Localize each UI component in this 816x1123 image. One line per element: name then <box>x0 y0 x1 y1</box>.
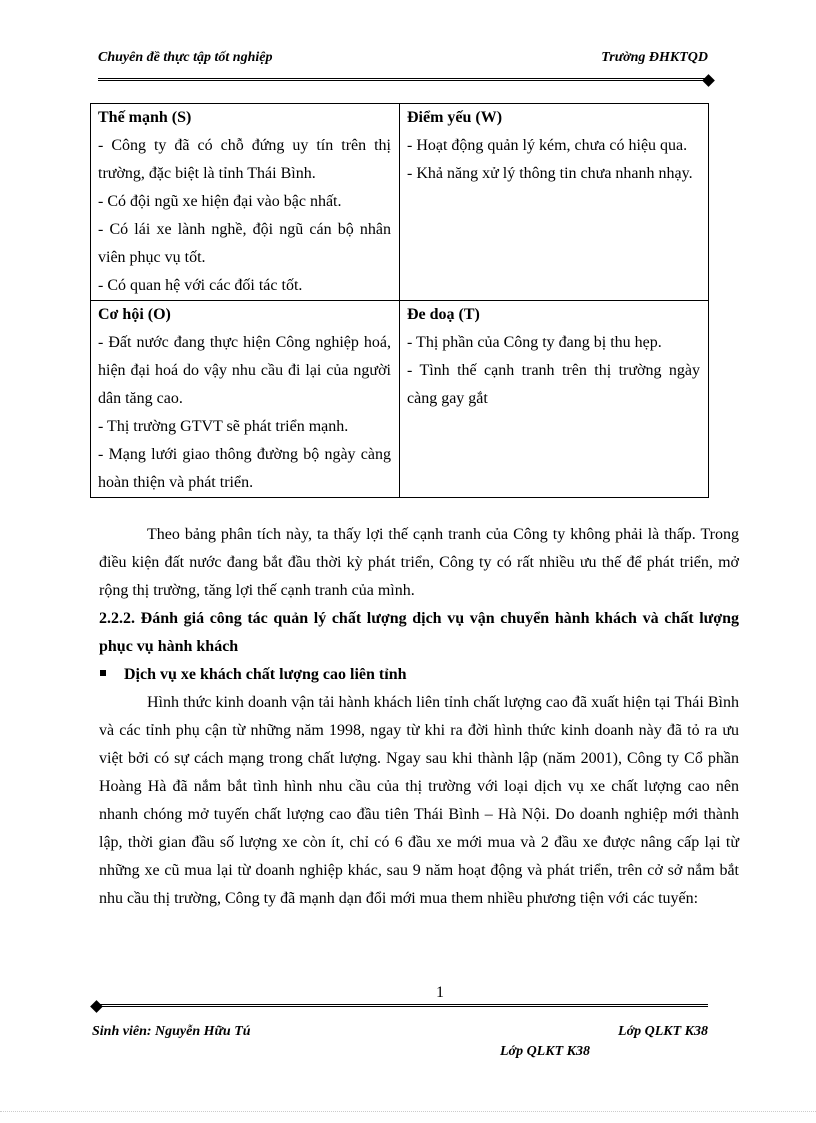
bullet-heading <box>100 661 407 689</box>
strengths-item: - Có quan hệ với các đối tác tốt. <box>98 277 303 294</box>
weaknesses-item: - Khả năng xử lý thông tin chưa nhanh nhạy. <box>407 165 693 182</box>
header-rule <box>98 78 708 81</box>
footer-class-below: Lớp QLKT K38 <box>500 1044 590 1059</box>
weaknesses-title: Điểm yếu (W) <box>407 109 503 126</box>
section-heading: 2.2.2. Đánh giá công tác quản lý chất lượng dịch vụ vận chuyển hành khách và chất lượng phục vụ hành khách <box>99 610 739 655</box>
service-paragraph: Hình thức kinh doanh vận tải hành khách liên tỉnh chất lượng cao đã xuất hiện tại Thái Bình và các tỉnh phụ cận từ những năm 1998, ngay từ khi ra đời hình thức kinh doanh này đã tỏ ra ưu việt bởi có sự cách mạng trong chất lượng. Ngay sau khi thành lập (năm 2001), Công ty Cổ phần Hoàng Hà đã nắm bắt tình hình nhu cầu của thị trường với loại dịch vụ xe chất lượng cao nên nhanh chóng mở tuyến chất lượng cao đầu tiên Thái Bình – Hà Nội. Do doanh nghiệp mới thành lập, thời gian đầu số lượng xe còn ít, chỉ có 6 đầu xe mới mua và 2 đầu xe được nâng cấp lại từ những xe cũ mua lại từ doanh nghiệp khác, sau 9 năm hoạt động và phát triển, trên cở sở nắm bắt nhu cầu thị trường, Công ty đã mạnh dạn đổi mới mua them nhiều phương tiện với các tuyến: <box>99 694 739 907</box>
footer-rule <box>98 1004 708 1007</box>
opportunities-item: - Mạng lưới giao thông đường bộ ngày càng hoàn thiện và phát triển. <box>98 446 391 491</box>
footer-student-name: Sinh viên: Nguyễn Hữu Tú <box>92 1024 251 1039</box>
strengths-title: Thế mạnh (S) <box>98 109 192 126</box>
threats-title: Đe doạ (T) <box>407 306 480 323</box>
strengths-item: - Có đội ngũ xe hiện đại vào bậc nhất. <box>98 193 342 210</box>
opportunities-title: Cơ hội (O) <box>98 306 171 323</box>
weaknesses-item: - Hoạt động quản lý kém, chưa có hiệu qua. <box>407 137 688 154</box>
strengths-item: - Có lái xe lành nghề, đội ngũ cán bộ nhân viên phục vụ tốt. <box>98 221 391 266</box>
swot-threats-cell <box>400 301 709 498</box>
page-number: 1 <box>436 984 444 1001</box>
swot-table <box>90 103 709 498</box>
header-left-title: Chuyên đề thực tập tốt nghiệp <box>98 50 273 65</box>
threats-item: - Tình thế cạnh tranh trên thị trường ngày càng gay gắt <box>407 362 700 407</box>
footer-class-right: Lớp QLKT K38 <box>618 1024 708 1039</box>
square-bullet-icon <box>100 670 106 676</box>
header-diamond-icon <box>702 74 715 87</box>
threats-item: - Thị phần của Công ty đang bị thu hẹp. <box>407 334 662 351</box>
swot-strengths-cell <box>91 104 400 301</box>
opportunities-item: - Đất nước đang thực hiện Công nghiệp hoá, hiện đại hoá do vậy nhu cầu đi lại của người dân tăng cao. <box>98 334 391 407</box>
swot-opportunities-cell <box>91 301 400 498</box>
strengths-item: - Công ty đã có chỗ đứng uy tín trên thị trường, đặc biệt là tỉnh Thái Bình. <box>98 137 391 182</box>
bullet-heading-text: Dịch vụ xe khách chất lượng cao liên tỉnh <box>124 666 407 683</box>
swot-weaknesses-cell <box>400 104 709 301</box>
analysis-paragraph: Theo bảng phân tích này, ta thấy lợi thế cạnh tranh của Công ty không phải là thấp. Trong điều kiện đất nước đang bắt đầu thời kỳ phát triển, Công ty có rất nhiều ưu thế để phát triển, mở rộng thị trường, tăng lợi thế cạnh tranh của mình. <box>99 526 739 599</box>
page-bottom-divider <box>0 1111 816 1112</box>
opportunities-item: - Thị trường GTVT sẽ phát triển mạnh. <box>98 418 349 435</box>
header-right-school: Trường ĐHKTQD <box>601 50 708 65</box>
